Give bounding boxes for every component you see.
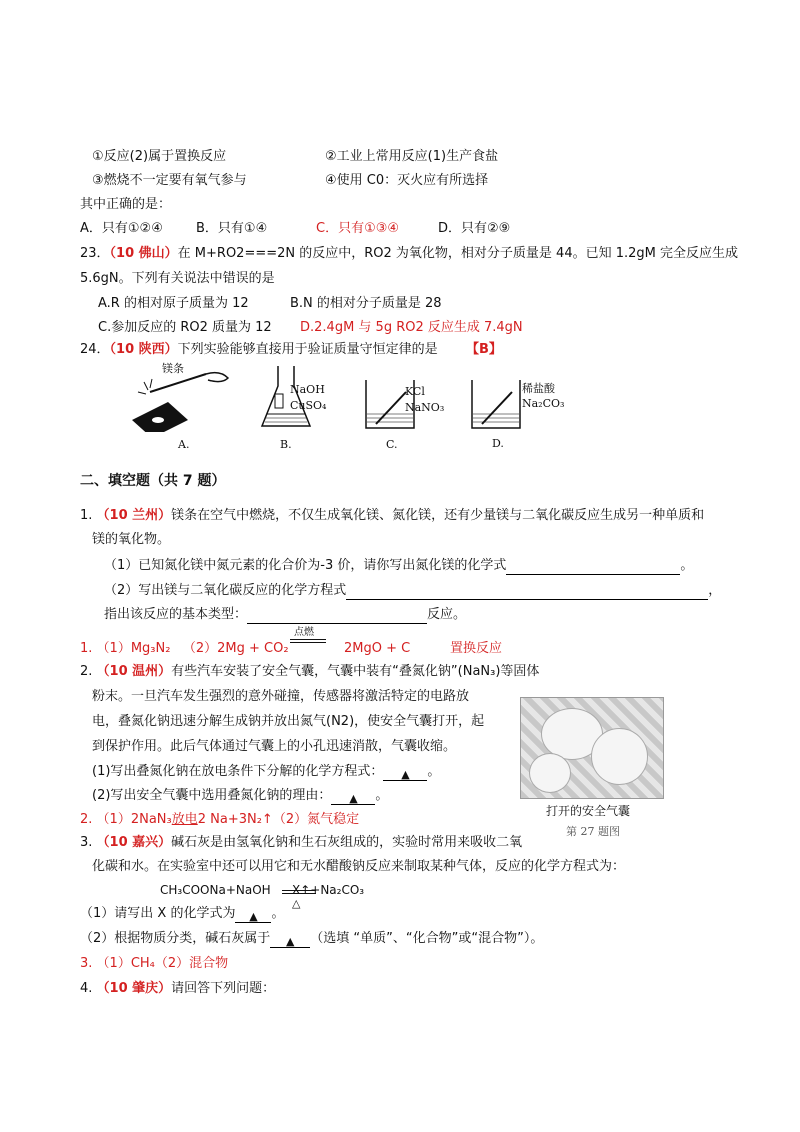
figure-c-liquid bbox=[367, 414, 413, 422]
f2-answer bbox=[80, 811, 359, 829]
f1-part-3-end: 反应。 bbox=[427, 607, 467, 622]
f3-line-1 bbox=[80, 834, 522, 852]
f4-source-tag: （10 肇庆） bbox=[96, 981, 172, 996]
f1-answer-3: 2MgO + C bbox=[344, 641, 411, 656]
f3-blank-1[interactable] bbox=[235, 908, 271, 923]
figure-b-liquid bbox=[265, 418, 307, 422]
f3-part-1-text: （1）请写出 X 的化学式为 bbox=[80, 906, 236, 921]
figure-b-flask-outline bbox=[262, 366, 310, 426]
f1-part-1-end: 。 bbox=[680, 558, 694, 573]
f2-text-1: 有些汽车安装了安全气囊，气囊中装有“叠氮化钠”(NaN₃)等固体 bbox=[171, 664, 540, 679]
f2-text-3: 电，叠氮化钠迅速分解生成钠并放出氮气(N2)，使安全气囊打开，起 bbox=[92, 714, 485, 729]
figure-c-caption: C. bbox=[386, 438, 398, 451]
figure-c-tube bbox=[376, 392, 406, 424]
q24-answer: 【B】 bbox=[466, 342, 502, 357]
f2-answer-b: 2 Na+3N₂↑（2）氮气稳定 bbox=[197, 812, 360, 827]
f1-blank-1[interactable] bbox=[506, 560, 680, 575]
f2-part-1-end: 。 bbox=[427, 764, 441, 779]
f2-number: 2. bbox=[80, 664, 93, 679]
f3-text-1: 碱石灰是由氢氧化钠和生石灰组成的，实验时常用来吸收二氧 bbox=[171, 835, 523, 850]
q22-statement-2: ②工业上常用反应(1)生产食盐 bbox=[325, 149, 499, 164]
f1-answer-4: 置换反应 bbox=[450, 641, 503, 656]
f1-answer-number: 1. bbox=[80, 641, 93, 656]
f2-blank-2[interactable] bbox=[331, 790, 375, 805]
f2-text-4: 到保护作用。此后气体通过气囊上的小孔迅速消散，气囊收缩。 bbox=[92, 739, 457, 754]
figure-c-label-2: NaNO₃ bbox=[405, 401, 445, 414]
q23-number: 23． bbox=[80, 246, 110, 261]
f1-part-2-end: ， bbox=[708, 583, 722, 598]
f1-part-1-text: （1）已知氮化镁中氮元素的化合价为-3 价，请你写出氮化镁的化学式 bbox=[104, 558, 507, 573]
airbag-photo-caption: 打开的安全气囊 bbox=[546, 804, 631, 818]
figure-c-label-1: KCl bbox=[405, 385, 425, 398]
f2-part-2-text: (2)写出安全气囊中选用叠氮化钠的理由： bbox=[92, 788, 332, 803]
q23-line-1 bbox=[80, 245, 738, 263]
f3-source-tag: （10 嘉兴） bbox=[96, 835, 172, 850]
f3-number: 3. bbox=[80, 835, 93, 850]
q23-option-c: C.参加反应的 RO2 质量为 12 bbox=[98, 320, 272, 335]
f1-blank-3[interactable] bbox=[247, 609, 427, 624]
figure-b-flask bbox=[258, 364, 314, 432]
q23-option-a: A.R 的相对原子质量为 12 bbox=[98, 296, 249, 311]
figure-a-flame-icon bbox=[138, 379, 152, 394]
f2-part-1-text: (1)写出叠氮化钠在放电条件下分解的化学方程式： bbox=[92, 764, 384, 779]
f3-answer-number: 3. bbox=[80, 956, 93, 971]
q22-statement-3: ③燃烧不一定要有氧气参与 bbox=[92, 173, 247, 188]
f2-answer-number: 2. bbox=[80, 812, 93, 827]
f2-part-2-end: 。 bbox=[375, 788, 389, 803]
f1-answer-condition: 点燃 bbox=[294, 627, 314, 638]
f4-number: 4. bbox=[80, 981, 93, 996]
f1-blank-2[interactable] bbox=[346, 585, 708, 600]
f3-answer-text: （1）CH₄（2）混合物 bbox=[96, 956, 229, 971]
figure-a-label: 镁条 bbox=[162, 362, 184, 375]
q22-option-c: C．只有①③④ bbox=[316, 221, 400, 236]
f2-blank-1[interactable] bbox=[383, 766, 427, 781]
figure-d-label-1: 稀盐酸 bbox=[522, 382, 555, 395]
figure-b-label-2: CuSO₄ bbox=[290, 399, 327, 412]
figure-a-caption: A. bbox=[178, 438, 190, 451]
figure-d-label-2: Na₂CO₃ bbox=[522, 397, 565, 410]
f3-answer bbox=[80, 955, 228, 973]
f1-number: 1. bbox=[80, 508, 93, 523]
triangle-icon: ▲ bbox=[401, 768, 410, 781]
f2-answer-a: （1）2NaN₃ bbox=[96, 812, 172, 827]
f1-answer-2: （2）2Mg + CO₂ bbox=[182, 641, 289, 656]
f1-text-2: 镁的氧化物。 bbox=[92, 532, 171, 547]
f1-part-2 bbox=[104, 582, 721, 600]
f1-part-1 bbox=[104, 557, 693, 575]
f1-text-1: 镁条在空气中燃烧，不仅生成氧化镁、氮化镁，还有少量镁与二氧化碳反应生成另一种单质和 bbox=[171, 508, 705, 523]
q22-option-b: B．只有①④ bbox=[196, 221, 268, 236]
f2-part-1 bbox=[92, 763, 440, 781]
f1-answer-arrow bbox=[290, 639, 326, 640]
figure-d-tube bbox=[482, 392, 512, 424]
q24-line bbox=[80, 341, 438, 359]
f4-line bbox=[80, 980, 275, 998]
f3-part-1-end: 。 bbox=[271, 906, 285, 921]
q23-source-tag: （10 佛山） bbox=[109, 246, 178, 261]
f1-answer-arrow-2 bbox=[290, 642, 326, 643]
f2-part-2 bbox=[92, 787, 388, 805]
f1-line-1 bbox=[80, 507, 704, 525]
q23-text-1: 在 M+RO2===2N 的反应中，RO2 为氧化物，相对分子质量是 44。已知 1.2gM 完全反应生成 bbox=[177, 246, 739, 261]
f3-part-1 bbox=[80, 905, 284, 923]
triangle-icon: ▲ bbox=[286, 935, 295, 948]
f3-part-2 bbox=[80, 930, 543, 948]
figure-d-beaker-outline bbox=[472, 380, 520, 428]
f3-blank-2[interactable] bbox=[270, 933, 310, 948]
f1-part-2-text: （2）写出镁与二氧化碳反应的化学方程式 bbox=[104, 583, 347, 598]
q22-statement-4: ④使用 C0：灭火应有所选择 bbox=[325, 173, 489, 188]
q23-text-2: 5.6gN。下列有关说法中错误的是 bbox=[80, 271, 275, 286]
q24-text: 下列实验能够直接用于验证质量守恒定律的是 bbox=[177, 342, 438, 357]
figure-a-hand bbox=[206, 373, 228, 382]
f2-line-1 bbox=[80, 663, 539, 681]
airbag-shape bbox=[591, 728, 648, 785]
f2-source-tag: （10 温州） bbox=[96, 664, 172, 679]
airbag-shape bbox=[529, 753, 571, 793]
f2-text-2: 粉末。一旦汽车发生强烈的意外碰撞，传感器将激活特定的电路放 bbox=[92, 689, 470, 704]
f3-equation-right: X↑+Na₂CO₃ bbox=[292, 883, 365, 897]
figure-a-ash bbox=[152, 417, 164, 423]
figure-b-tube bbox=[275, 394, 283, 408]
figure-d-caption: D. bbox=[492, 437, 504, 450]
q24-number: 24． bbox=[80, 342, 110, 357]
triangle-icon: ▲ bbox=[349, 792, 358, 805]
f3-equation-condition: △ bbox=[292, 897, 301, 910]
figure-a-plate bbox=[132, 402, 188, 432]
q22-statement-1: ①反应(2)属于置换反应 bbox=[92, 149, 227, 164]
f1-answer bbox=[80, 640, 289, 658]
f1-part-3 bbox=[104, 606, 466, 624]
q22-option-a: A．只有①②④ bbox=[80, 221, 163, 236]
q24-source-tag: （10 陕西） bbox=[109, 342, 178, 357]
figure-b-label-1: NaOH bbox=[290, 383, 325, 396]
figure-d-beaker bbox=[468, 378, 524, 432]
figure-d-liquid bbox=[473, 414, 519, 422]
airbag-photo bbox=[520, 697, 664, 799]
f3-text-2: 化碳和水。在实验室中还可以用它和无水醋酸钠反应来制取某种气体，反应的化学方程式为： bbox=[92, 859, 626, 874]
q22-stem: 其中正确的是： bbox=[80, 197, 172, 212]
figure-a-tongs bbox=[150, 374, 206, 392]
f1-part-3-text: 指出该反应的基本类型： bbox=[104, 607, 248, 622]
f1-source-tag: （10 兰州） bbox=[96, 508, 172, 523]
q23-option-b: B.N 的相对分子质量是 28 bbox=[290, 296, 442, 311]
section-heading: 二、填空题（共 7 题） bbox=[80, 473, 226, 489]
airbag-figure-number: 第 27 题图 bbox=[566, 825, 620, 838]
figure-b-caption: B. bbox=[280, 438, 292, 451]
q22-option-d: D．只有②⑨ bbox=[438, 221, 511, 236]
q23-option-d: D.2.4gM 与 5g RO2 反应生成 7.4gN bbox=[300, 320, 523, 335]
f1-answer-1: （1）Mg₃N₂ bbox=[96, 641, 171, 656]
triangle-icon: ▲ bbox=[249, 910, 258, 923]
f2-answer-condition: 放电 bbox=[171, 812, 198, 827]
f3-equation-left: CH₃COONa+NaOH bbox=[160, 883, 271, 897]
f4-text: 请回答下列问题： bbox=[171, 981, 276, 996]
f3-part-2-end: （选填 “单质”、“化合物”或“混合物”）。 bbox=[310, 931, 544, 946]
f3-part-2-text: （2）根据物质分类，碱石灰属于 bbox=[80, 931, 271, 946]
